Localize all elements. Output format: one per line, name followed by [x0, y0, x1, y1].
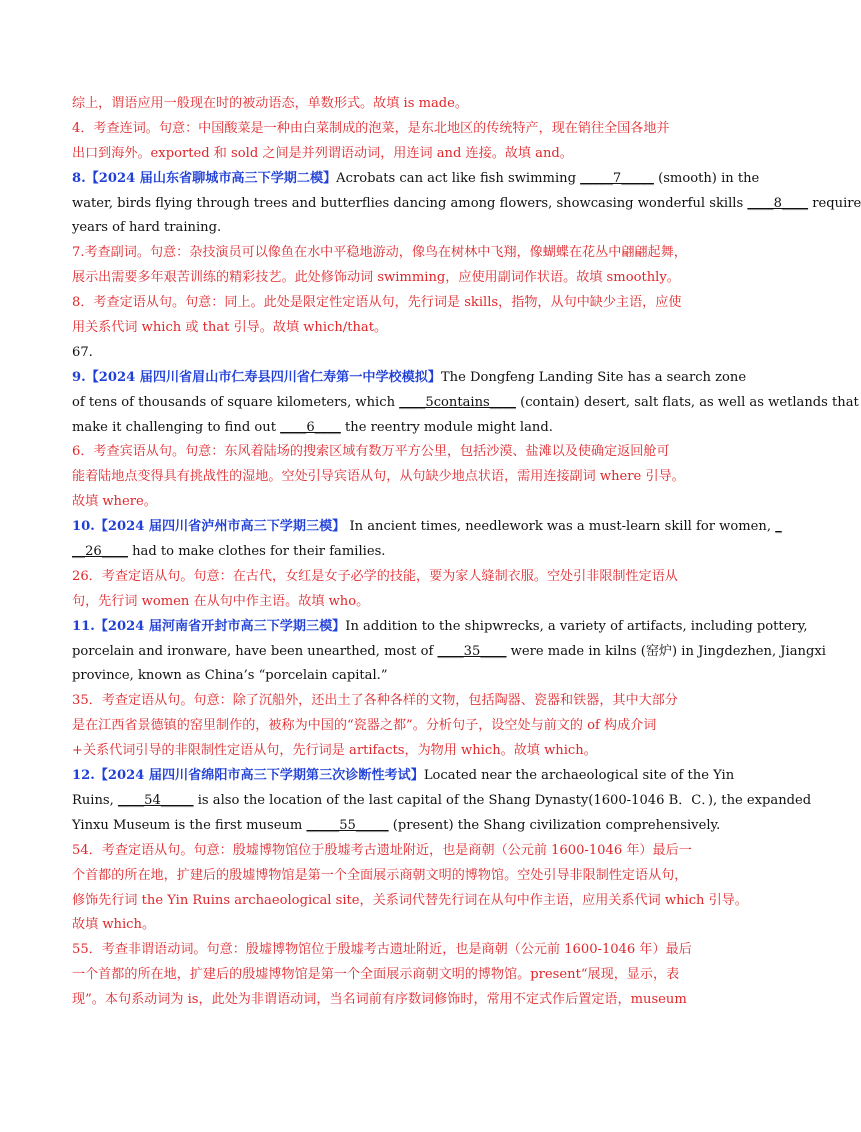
- question-12-source: 12.【2024 届四川省绵阳市高三下学期第三次诊断性考试】: [72, 768, 424, 784]
- answer-7-line: 展示出需要多年艰苦训练的精彩技艺。此处修饰动词 swimming，应使用副词作状语。故填 smoothly。: [72, 270, 680, 286]
- blank-55: _____55_____: [306, 817, 389, 833]
- blank-8: ____8____: [747, 195, 809, 211]
- blank-35: ____35____: [437, 643, 507, 659]
- answer-6-line: 故填 where。: [72, 494, 157, 510]
- question-11-line-3: province, known as China’s “porcelain capital.”: [72, 668, 388, 684]
- answer-35-line: 是在江西省景德镇的窑里制作的，被称为中国的“瓷器之都”。分析句子，设空处与前文的 of 构成介词: [72, 718, 657, 734]
- answer-8-line: 8．考查定语从句。句意：同上。此处是限定性定语从句，先行词是 skills，指物，从句中缺少主语，应使: [72, 295, 682, 311]
- blank-6: ____6____: [280, 419, 341, 435]
- answer-line: 综上，谓语应用一般现在时的被动语态，单数形式。故填 is made。: [72, 96, 469, 111]
- question-9-source: 9.【2024 届四川省眉山市仁寿县四川省仁寿第一中学校模拟】: [72, 369, 441, 385]
- question-12-line-2: Ruins, ____54_____ is also the location of the last capital of the Shang Dynasty(1600-1046 B．C．), the expanded: [72, 792, 812, 808]
- question-12-line-3: Yinxu Museum is the first museum _____55_____ (present) the Shang civilization comprehensively.: [72, 817, 721, 833]
- answer-26-line: 26．考查定语从句。句意：在古代，女红是女子必学的技能，要为家人缝制衣服。空处引非限制性定语从: [72, 568, 678, 584]
- answer-54-line: 修饰先行词 the Yin Ruins archaeological site，关系词代替先行词在从句中作主语，应用关系代词 which 引导。: [72, 892, 748, 908]
- question-11-line-2: porcelain and ironware, have been unearthed, most of ____35____ were made in kilns (窑炉) in Jingdezhen, Jiangxi: [72, 643, 826, 659]
- answer-55-line: 一个首都的所在地，扩建后的殷墟博物馆是第一个全面展示商朝文明的博物馆。present“展现，显示，表: [72, 967, 680, 983]
- question-12-line-1: 12.【2024 届四川省绵阳市高三下学期第三次诊断性考试】Located near the archaeological site of the Yin: [72, 768, 735, 784]
- question-9-line-1: 9.【2024 届四川省眉山市仁寿县四川省仁寿第一中学校模拟】The Dongfeng Landing Site has a search zone: [72, 369, 747, 385]
- answer-7-line: 7.考查副词。句意：杂技演员可以像鱼在水中平稳地游动，像鸟在树林中飞翔，像蝴蝶在花丛中翩翩起舞，: [72, 245, 687, 261]
- answer-35-line: 35．考查定语从句。句意：除了沉船外，还出土了各种各样的文物，包括陶器、瓷器和铁器，其中大部分: [72, 693, 678, 709]
- answer-line: 4．考查连词。句意：中国酸菜是一种由白菜制成的泡菜，是东北地区的传统特产，现在销往全国各地并: [72, 120, 670, 136]
- question-8-source: 8.【2024 届山东省聊城市高三下学期二模】: [72, 170, 337, 186]
- question-9-line-2: of tens of thousands of square kilometers, which ____5contains____ (contain) desert, salt flats, as well as wetlands that: [72, 394, 859, 410]
- answer-6-line: 6．考查宾语从句。句意：东风着陆场的搜索区域有数万平方公里，包括沙漠、盐滩以及使确定返回舱可: [72, 444, 670, 460]
- blank-54: ____54_____: [117, 792, 194, 808]
- question-8-line-2: water, birds flying through trees and butterflies dancing among flowers, showcasing wonderful skills ____8____ require: [72, 195, 861, 211]
- blank-26: __26____: [72, 544, 128, 560]
- stray-number: 67.: [72, 344, 93, 360]
- question-8-line-3: years of hard training.: [72, 220, 222, 236]
- answer-26-line: 句，先行词 women 在从句中作主语。故填 who。: [72, 593, 370, 609]
- answer-line: 出口到海外。exported 和 sold 之间是并列谓语动词，用连词 and 连接。故填 and。: [72, 145, 573, 161]
- blank-7: _____7_____: [580, 170, 654, 186]
- question-11-source: 11.【2024 届河南省开封市高三下学期三模】: [72, 618, 346, 634]
- question-10-line-1: 10.【2024 届四川省泸州市高三下学期三模】 In ancient times, needlework was a must-learn skill for women, _: [72, 519, 782, 535]
- question-11-line-1: 11.【2024 届河南省开封市高三下学期三模】In addition to the shipwrecks, a variety of artifacts, including pottery,: [72, 618, 808, 634]
- document-body: [72, 92, 861, 1013]
- answer-8-line: 用关系代词 which 或 that 引导。故填 which/that。: [72, 320, 388, 336]
- answer-35-line: +关系代词引导的非限制性定语从句，先行词是 artifacts，为物用 which。故填 which。: [72, 743, 597, 759]
- answer-6-line: 能着陆地点变得具有挑战性的湿地。空处引导宾语从句，从句缺少地点状语，需用连接副词 where 引导。: [72, 469, 685, 485]
- blank-5: ____5contains____: [399, 394, 516, 410]
- answer-54-line: 54．考查定语从句。句意：殷墟博物馆位于殷墟考古遗址附近，也是商朝（公元前 1600-1046 年）最后一: [72, 842, 692, 858]
- answer-54-line: 个首都的所在地，扩建后的殷墟博物馆是第一个全面展示商朝文明的博物馆。空处引导非限制性定语从句，: [72, 867, 688, 883]
- question-9-line-3: make it challenging to find out ____6____ the reentry module might land.: [72, 419, 553, 435]
- question-10-source: 10.【2024 届四川省泸州市高三下学期三模】: [72, 519, 346, 535]
- question-8-line-1: 8.【2024 届山东省聊城市高三下学期二模】Acrobats can act like fish swimming _____7_____ (smooth) in the: [72, 170, 760, 186]
- answer-54-line: 故填 which。: [72, 917, 156, 933]
- answer-55-line: 现”。本句系动词为 is，此处为非谓语动词，当名词前有序数词修饰时，常用不定式作后置定语，museum: [72, 992, 687, 1008]
- question-10-line-2: __26____ had to make clothes for their families.: [72, 544, 386, 560]
- answer-55-line: 55．考查非谓语动词。句意：殷墟博物馆位于殷墟考古遗址附近，也是商朝（公元前 1600-1046 年）最后: [72, 942, 692, 958]
